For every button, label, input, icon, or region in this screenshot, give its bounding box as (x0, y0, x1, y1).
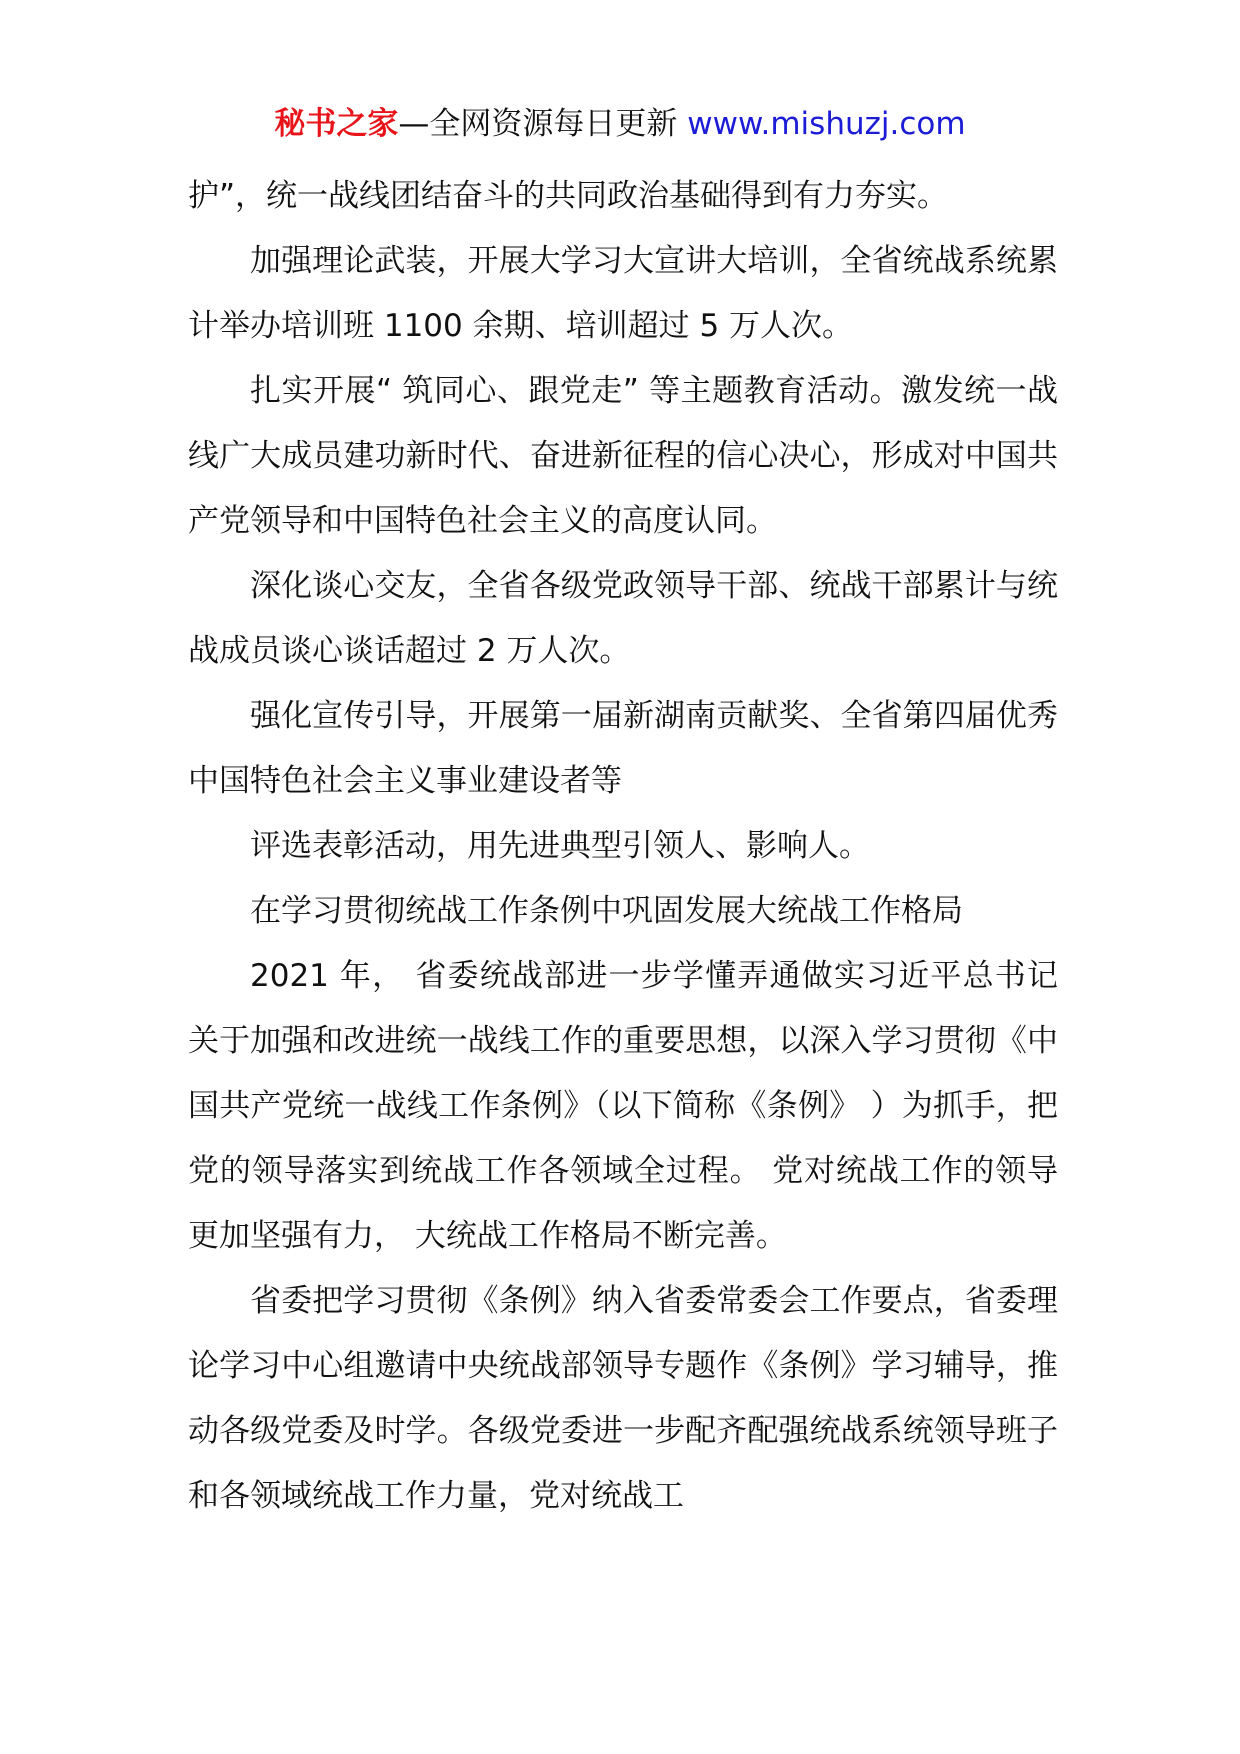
header-site-link[interactable]: www.mishuzj.com (687, 106, 966, 142)
header-brand: 秘书之家 (274, 106, 399, 142)
page-header (0, 102, 1240, 146)
document-body (188, 164, 1058, 1529)
header-tagline: —全网资源每日更新 (398, 106, 678, 142)
paragraph: 2021 年， 省委统战部进一步学懂弄通做实习近平总书记关于加强和改进统一战线工作的重要思想，以深入学习贯彻《中国共产党统一战线工作条例》（以下简称《条例》 ）为抓手，把党的领导落实到统战工作各领域全过程。 党对统战工作的领导更加坚强有力， 大统战工作格局不断完善。 (188, 958, 1058, 1254)
paragraph: 护”，统一战线团结奋斗的共同政治基础得到有力夯实。 (188, 178, 949, 214)
section-heading: 在学习贯彻统战工作条例中巩固发展大统战工作格局 (250, 893, 963, 929)
paragraph: 扎实开展“ 筑同心、跟党走” 等主题教育活动。激发统一战线广大成员建功新时代、奋进新征程的信心决心，形成对中国共产党领导和中国特色社会主义的高度认同。 (188, 373, 1058, 539)
paragraph: 评选表彰活动，用先进典型引领人、影响人。 (250, 828, 870, 864)
paragraph: 深化谈心交友，全省各级党政领导干部、统战干部累计与统战成员谈心谈话超过 2 万人次。 (188, 568, 1058, 669)
paragraph: 省委把学习贯彻《条例》纳入省委常委会工作要点，省委理论学习中心组邀请中央统战部领导专题作《条例》学习辅导，推动各级党委及时学。各级党委进一步配齐配强统战系统领导班子和各领域统战工作力量，党对统战工 (188, 1283, 1058, 1514)
paragraph: 强化宣传引导，开展第一届新湖南贡献奖、全省第四届优秀中国特色社会主义事业建设者等 (188, 698, 1058, 799)
paragraph: 加强理论武装，开展大学习大宣讲大培训，全省统战系统累计举办培训班 1100 余期、培训超过 5 万人次。 (188, 243, 1058, 344)
